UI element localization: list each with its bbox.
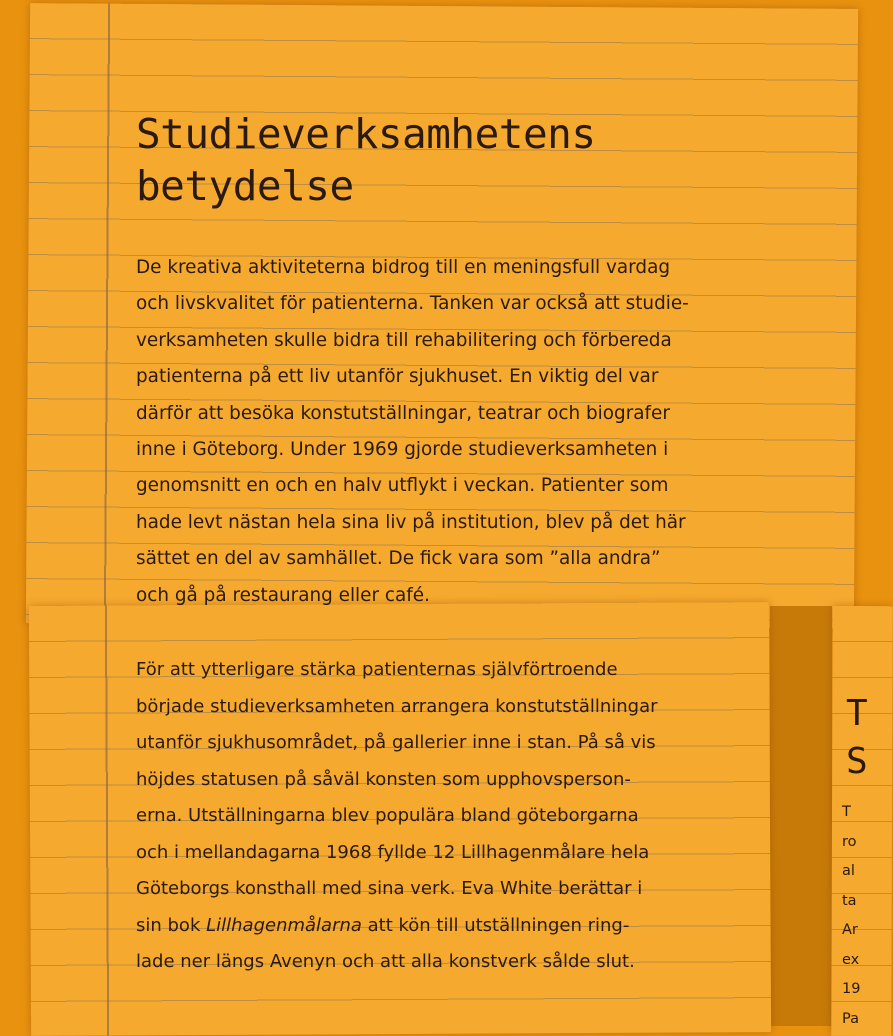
text-line: utanför sjukhusområdet, på gallerier inne i stan. På så vis	[136, 732, 656, 753]
text-line: genomsnitt en och en halv utflykt i veckan. Patienter som	[136, 475, 669, 497]
body-fragment: Ar	[842, 922, 858, 938]
body-fragment: ex	[842, 951, 860, 968]
text-line: inne i Göteborg. Under 1969 gjorde studieverksamheten i	[136, 439, 669, 461]
text-line: och livskvalitet för patienterna. Tanken var också att studie-	[136, 293, 689, 315]
text-line: Göteborgs konsthall med sina verk. Eva White berättar i	[136, 878, 643, 899]
body-fragment: al	[842, 863, 855, 879]
text-line: började studieverksamheten arrangera konstutställningar	[136, 695, 658, 717]
heading-fragment: T	[846, 693, 868, 734]
side-sheet-body-fragment	[842, 798, 862, 1034]
title-line: betydelse	[136, 162, 354, 210]
text-line: erna. Utställningarna blev populära bland göteborgarna	[136, 805, 639, 826]
title-line: Studieverksamhetens	[136, 110, 596, 158]
text-line-with-book-title	[136, 915, 629, 936]
text-line: sättet en del av samhället. De fick vara som ”alla andra”	[136, 548, 661, 570]
book-title: Lillhagenmålarna	[206, 914, 362, 936]
text-line: De kreativa aktiviteterna bidrog till en meningsfull vardag	[136, 257, 671, 278]
text-line: patienterna på ett liv utanför sjukhuset. En viktig del var	[136, 366, 659, 388]
page-title	[136, 108, 756, 212]
body-fragment: 19	[842, 981, 861, 997]
text-line: och i mellandagarna 1968 fyllde 12 Lillhagenmålare hela	[136, 841, 650, 863]
sheet-gap-shadow	[770, 606, 832, 1026]
body-fragment: ta	[842, 892, 857, 909]
body-fragment: ro	[842, 833, 857, 850]
text-line: höjdes statusen på såväl konsten som upphovsperson-	[136, 768, 631, 790]
body-fragment: T	[842, 804, 851, 820]
heading-fragment: S	[846, 741, 868, 782]
text-line: lade ner längs Avenyn och att alla konstverk sålde slut.	[136, 951, 635, 972]
text-line: hade levt nästan hela sina liv på institution, blev på det här	[136, 511, 686, 533]
side-sheet-heading-fragment	[846, 690, 866, 786]
body-fragment: Pa	[842, 1010, 859, 1027]
text-line: verksamheten skulle bidra till rehabilitering och förbereda	[136, 329, 672, 351]
text-fragment: att kön till utställningen ring-	[361, 914, 630, 936]
paragraph-studieverksamhet	[136, 250, 776, 614]
paragraph-konstutstallningar	[136, 652, 744, 981]
text-line: För att ytterligare stärka patienternas självförtroende	[136, 659, 618, 680]
text-line: och gå på restaurang eller café.	[136, 584, 430, 606]
text-line: därför att besöka konstutställningar, teatrar och biografer	[136, 402, 670, 424]
text-fragment: sin bok	[136, 914, 207, 936]
side-paper-sheet	[831, 606, 893, 1036]
